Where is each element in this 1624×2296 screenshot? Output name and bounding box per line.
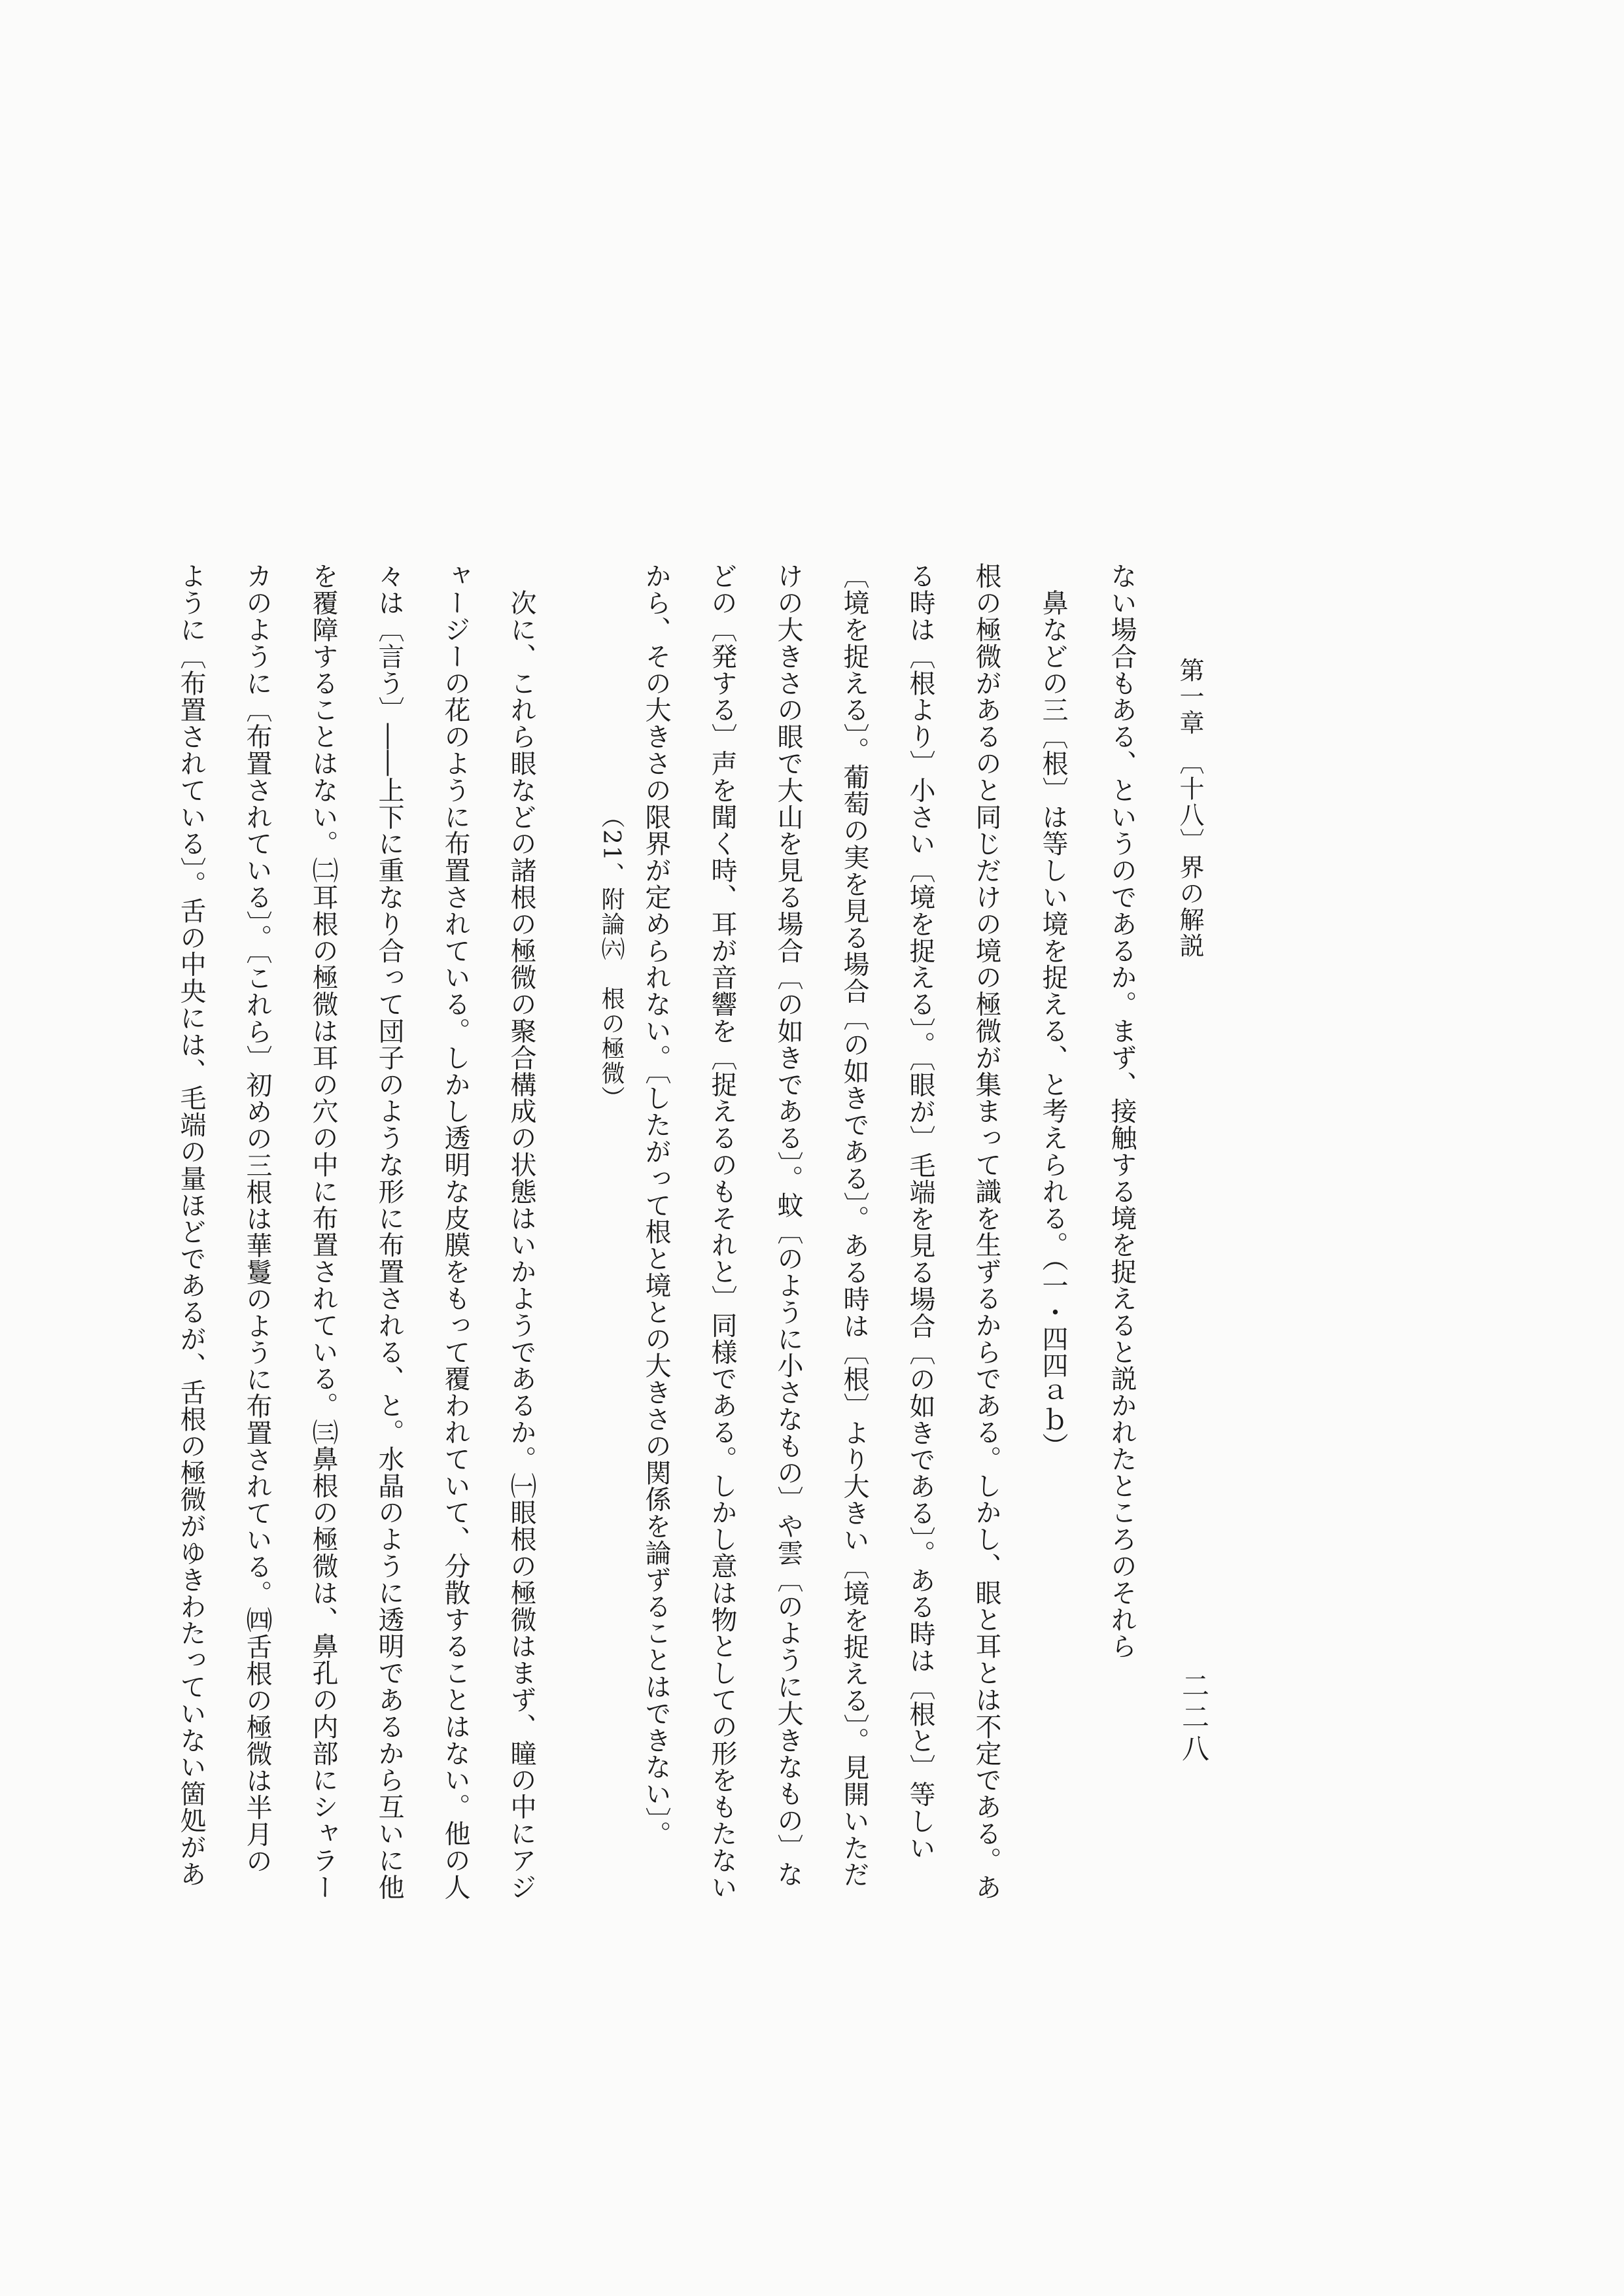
section-heading: （21、附論㈥ 根の極微） [598,805,625,1111]
text-line: 鼻などの三〔根〕は等しい境を捉える、と考えられる。（一・四四ａｂ） [1038,563,1068,1459]
text-line: を覆障することはない。㈡耳根の極微は耳の穴の中に布置されている。㈢鼻根の極微は、鼻孔の内部にシャラー [308,563,338,1900]
text-line: ない場合もある、というのであるか。まず、接触する境を捉えると説かれたところのそれら [1107,563,1137,1660]
text-line: ように〔布置されている〕。舌の中央には、毛端の量ほどであるが、舌根の極微がゆきわたっていない箇処があ [176,563,206,1887]
text-line: 根の極微があるのと同じだけの境の極微が集まって識を生ずるからである。しかし、眼と耳とは不定である。あ [971,563,1001,1900]
text-line: 〔境を捉える〕。葡萄の実を見る場合〔の如きである〕。ある時は〔根〕より大きい〔境を捉える〕。見開いただ [839,563,869,1888]
text-line: どの〔発する〕声を聞く時、耳が音響を〔捉えるのもそれと〕同様である。しかし意は物としての形をもたない [707,563,737,1900]
text-line: る時は〔根より〕小さい〔境を捉える〕。〔眼が〕毛端を見る場合〔の如きである〕。ある時は〔根と〕等しい [905,563,935,1861]
text-line: 次に、これら眼などの諸根の極微の聚合構成の状態はいかようであるか。㈠眼根の極微はまず、瞳の中にアジ [506,563,536,1900]
text-line: けの大きさの眼で大山を見る場合〔の如きである〕。蚊〔のように小さなもの〕や雲〔のように大きなもの〕な [773,563,803,1887]
text-line: カのように〔布置されている〕。〔これら〕初めの三根は華鬘のように布置されている。㈣舌根の極微は半月の [242,563,272,1874]
page-number: 二二八 [1178,1671,1210,1765]
text-line: ャージーの花のように布置されている。しかし透明な皮膜をもって覆われていて、分散することはない。他の人 [440,563,470,1900]
text-line: 々は〔言う〕――上下に重なり合って団子のような形に布置される、と。水晶のように透明であるから互いに他 [374,563,404,1900]
chapter-header: 第一章 〔十八〕界の解説 [1175,657,1204,959]
text-line: から、その大きさの限界が定められない。〔したがって根と境との大きさの関係を論ずることはできない〕。 [641,563,671,1848]
